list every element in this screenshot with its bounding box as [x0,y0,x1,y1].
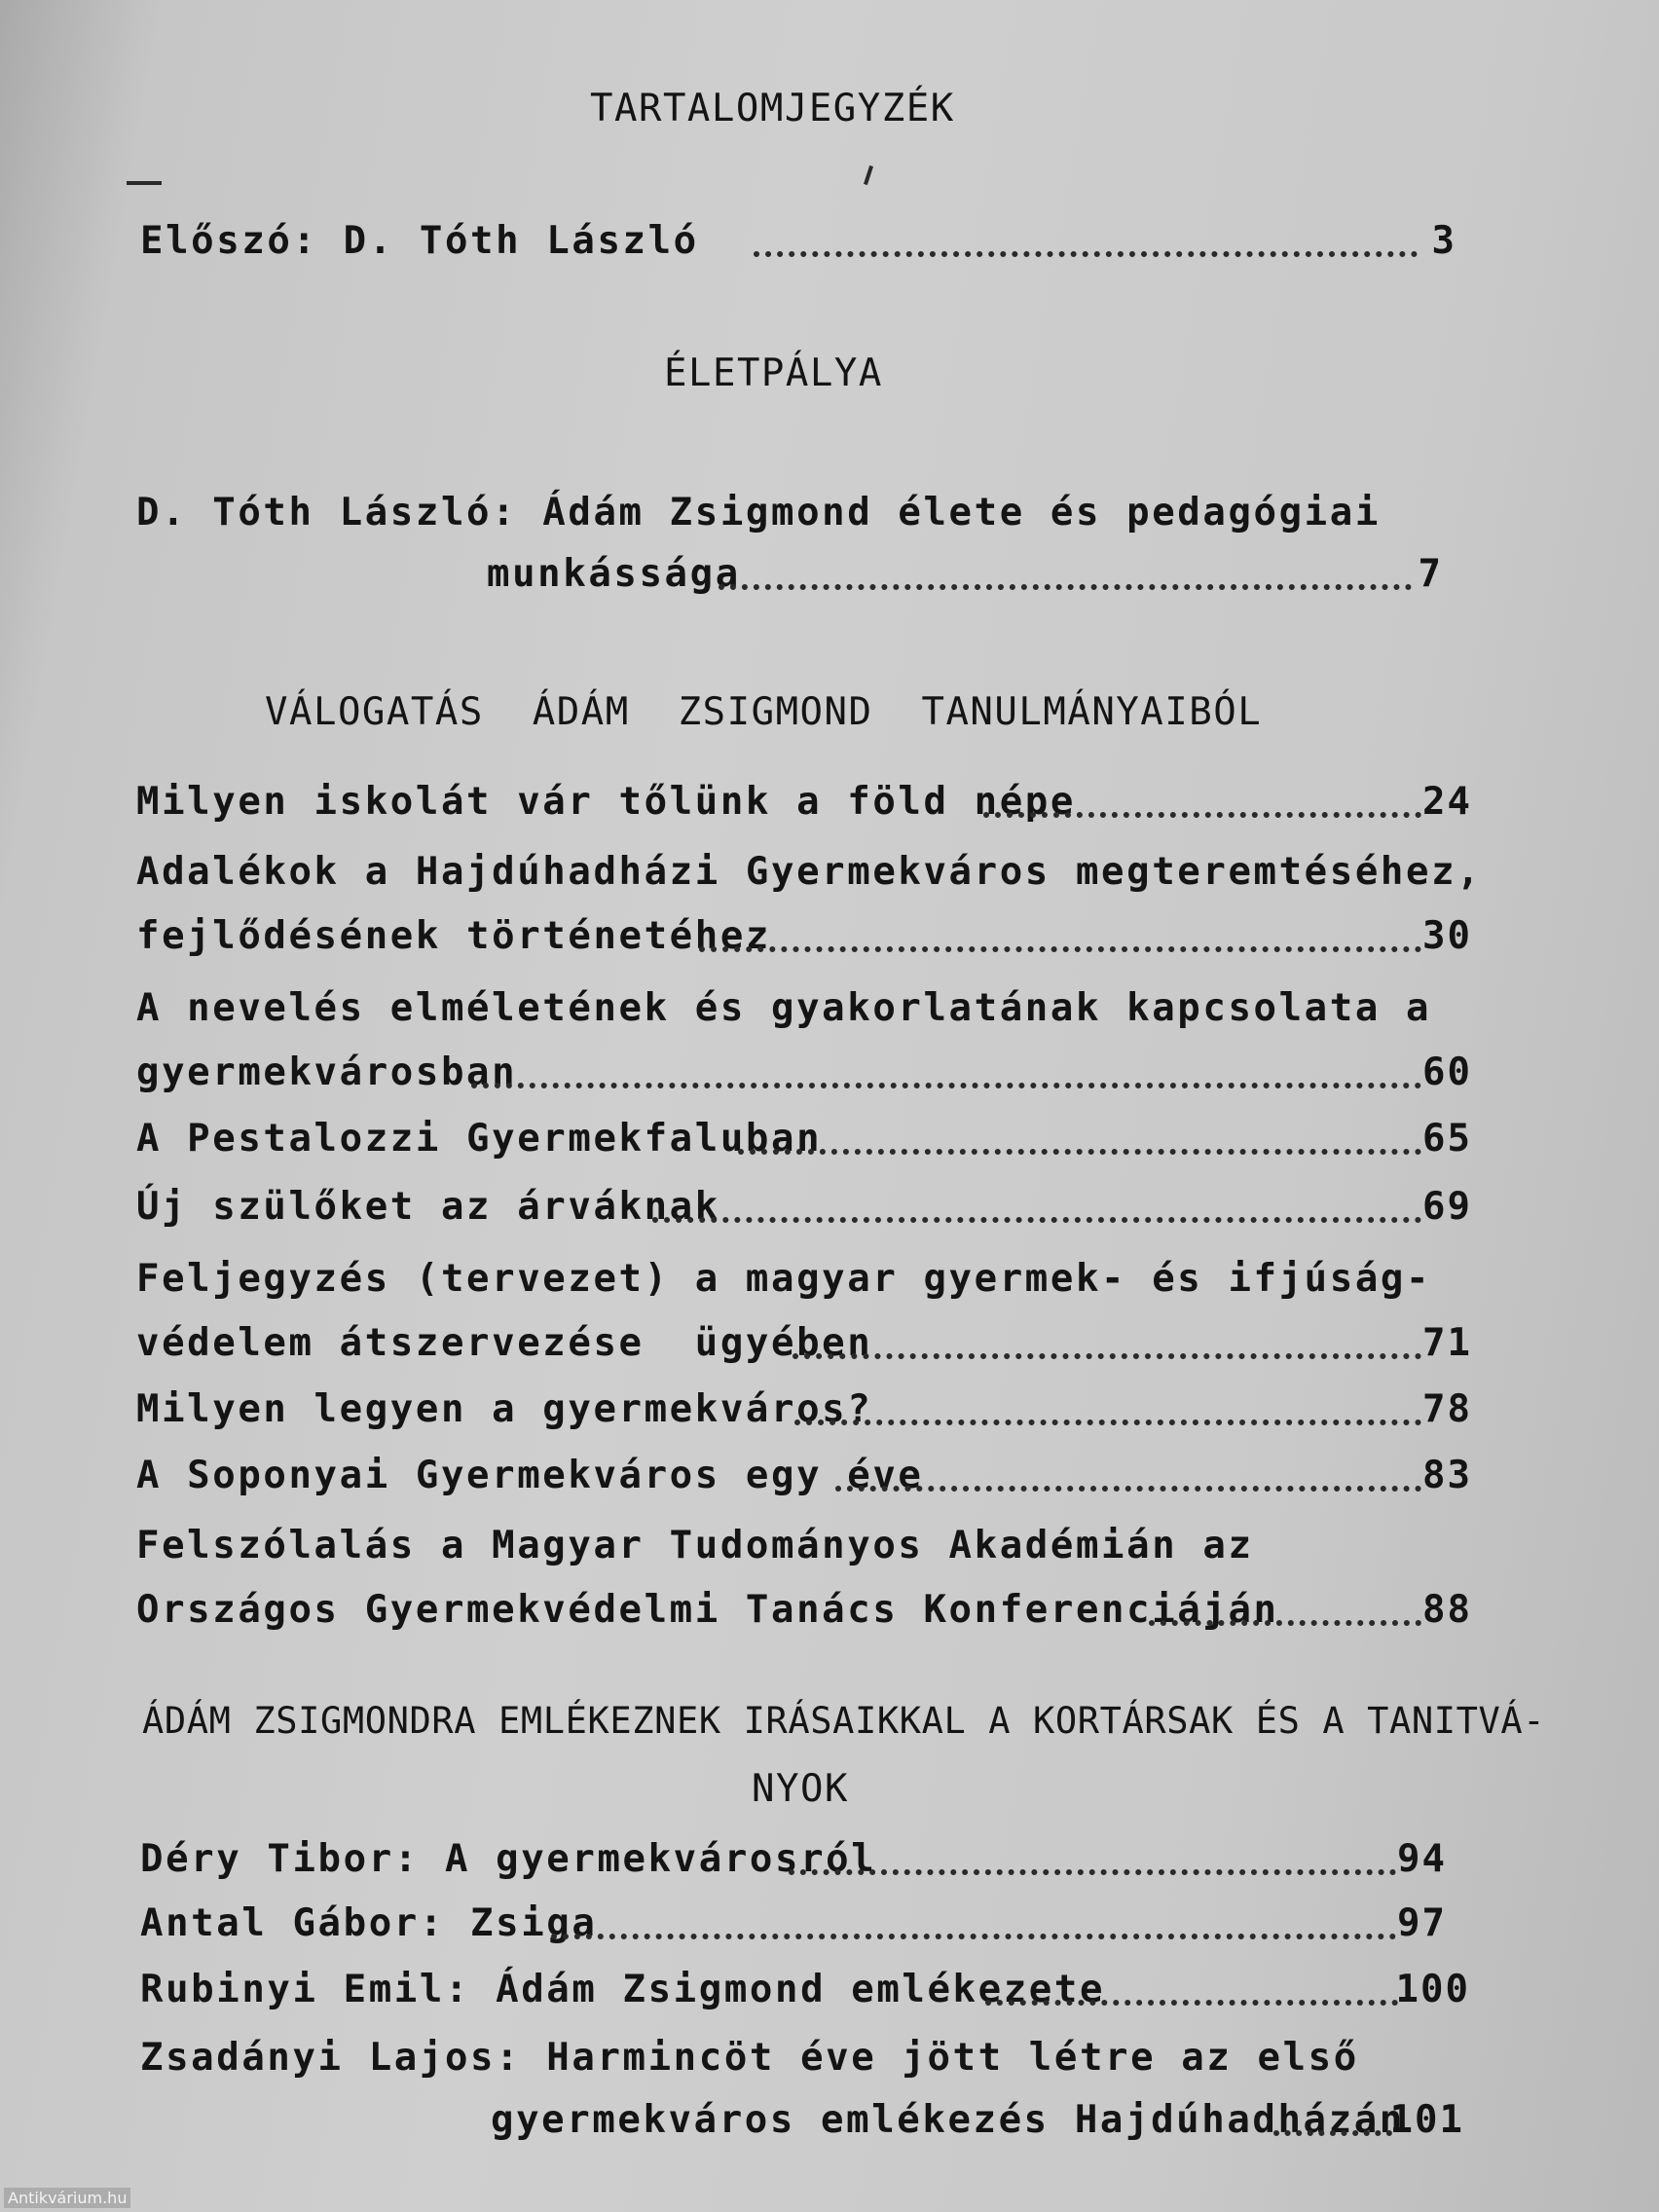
dot-leader [985,2000,1398,2006]
toc-page-number: 101 [1389,2098,1464,2142]
toc-entry-line: Felszólalás a Magyar Tudományos Akadémián az [136,1524,1254,1567]
toc-page-number: 65 [1422,1117,1472,1161]
toc-entry-line: Zsadányi Lajos: Harmincöt éve jött létre az első [140,2036,1359,2080]
dot-leader [793,1353,1421,1359]
toc-page-number: 3 [1431,219,1456,263]
toc-page-number: 71 [1422,1321,1472,1365]
dot-leader [719,584,1412,590]
toc-entry-text: A Soponyai Gyermekváros egy éve [136,1454,924,1497]
section-heading-emlekeznek-cont: NYOK [752,1767,849,1811]
dot-leader [1149,1620,1421,1626]
dot-leader [738,1149,1421,1155]
toc-page-number: 88 [1422,1588,1472,1632]
toc-entry-text: A Pestalozzi Gyermekfaluban [136,1117,823,1161]
toc-entry [136,1384,1472,1439]
toc-entry-line: Adalékok a Hajdúhadházi Gyermekváros megteremtéséhez, [136,850,1483,894]
toc-page-number: 94 [1397,1837,1447,1881]
toc-entry [140,1834,1447,1889]
toc-entry [136,1585,1472,1640]
toc-entry-line: A nevelés elméletének és gyakorlatának kapcsolata a [136,986,1432,1030]
dot-leader [471,1083,1421,1088]
toc-entry-text: munkássága [487,552,741,596]
dot-leader [835,1486,1421,1492]
toc-entry-text: Milyen iskolát vár tőlünk a föld népe [136,780,1076,824]
toc-entry-text: Déry Tibor: A gyermekvárosról [140,1837,877,1881]
toc-entry [136,1451,1472,1505]
toc-entry-line: D. Tóth László: Ádám Zsigmond élete és pedagógiai [136,491,1381,535]
toc-entry-text: Antal Gábor: Zsiga [140,1901,598,1945]
dot-leader [652,1217,1421,1223]
toc-entry [136,1318,1472,1373]
toc-entry-life [487,549,1443,604]
toc-page-number: 7 [1418,552,1443,596]
toc-page-number: 97 [1397,1901,1447,1945]
toc-entry-text: Rubinyi Emil: Ádám Zsigmond emlékezete [140,1968,1106,2011]
toc-entry-line: Feljegyzés (tervezet) a magyar gyermek- és ifjúság- [136,1257,1432,1301]
toc-entry-text: gyermekváros emlékezés Hajdúhadházán [491,2098,1405,2142]
watermark: Antikvárium.hu [4,2188,130,2208]
dot-leader [789,1869,1396,1875]
section-heading-emlekeznek: ÁDÁM ZSIGMONDRA EMLÉKEZNEK IRÁSAIKKAL A KORTÁRSAK ÉS A TANITVÁ- [142,1700,1546,1742]
toc-entry-text: Előszó: D. Tóth László [140,219,699,263]
toc-page-number: 30 [1422,914,1472,958]
toc-entry-text: Új szülőket az árváknak [136,1185,720,1229]
toc-page-number: 60 [1422,1051,1472,1094]
dot-leader [551,1934,1396,1939]
toc-page-number: 69 [1422,1185,1472,1229]
toc-entry [140,1899,1447,1953]
toc-entry [491,2095,1464,2150]
toc-page-number: 83 [1422,1454,1472,1497]
page-title: TARTALOMJEGYZÉK [590,87,955,130]
toc-entry-text: védelem átszervezése ügyében [136,1321,873,1365]
toc-entry-preface [140,216,1456,271]
dot-leader [1273,2130,1392,2136]
stray-mark [127,181,162,185]
toc-entry [140,1965,1470,2019]
toc-page-number: 78 [1422,1387,1472,1431]
section-heading-eletpalya: ÉLETPÁLYA [664,351,883,395]
stray-mark [864,166,873,185]
toc-page-number: 24 [1422,780,1472,824]
toc-page-number: 100 [1395,1968,1470,2011]
dot-leader [983,812,1421,818]
toc-entry-text: fejlődésének történetéhez [136,914,771,958]
toc-entry-text: Milyen legyen a gyermekváros? [136,1387,873,1431]
dot-leader [699,946,1421,952]
dot-leader [794,1419,1421,1425]
toc-entry-text: gyermekvárosban [136,1051,518,1094]
section-heading-valogatas: VÁLOGATÁS ÁDÁM ZSIGMOND TANULMÁNYAIBÓL [265,690,1263,734]
toc-entry [136,1182,1472,1236]
toc-entry [136,1048,1472,1102]
dot-leader [754,251,1418,257]
toc-entry [136,911,1472,966]
toc-entry [136,1114,1472,1168]
toc-entry-text: Országos Gyermekvédelmi Tanács Konferenciáján [136,1588,1279,1632]
toc-entry [136,777,1472,831]
